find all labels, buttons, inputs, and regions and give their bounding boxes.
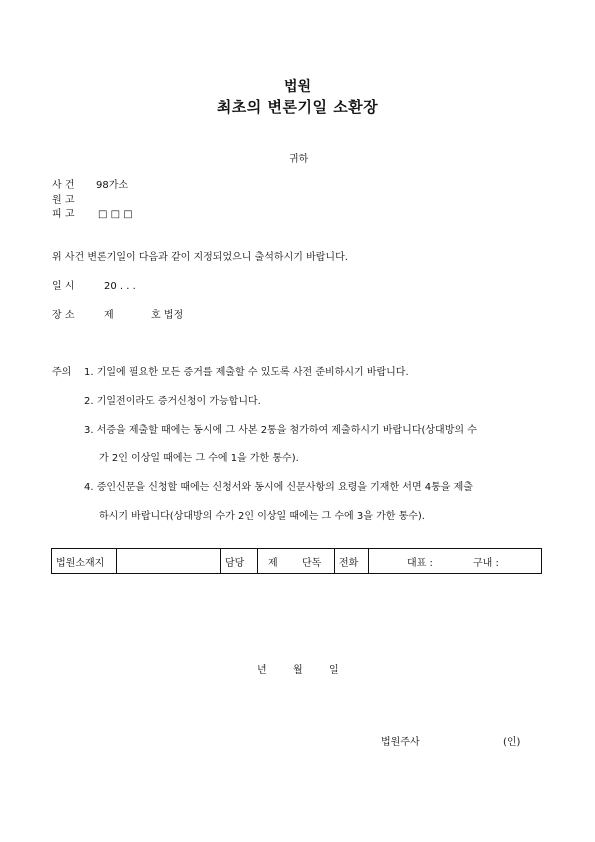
department-prefix: 제 <box>268 557 278 569</box>
phone-numbers-cell <box>369 549 542 574</box>
date-label: 일 시 <box>52 281 75 292</box>
plaintiff-row <box>52 191 75 206</box>
seal-mark: (인) <box>503 737 521 748</box>
address-label: 법원소재지 <box>52 549 117 574</box>
note-item: 2. 기일전이라도 증거신청이 가능합니다. <box>84 396 261 407</box>
address-value <box>117 549 221 574</box>
place-row <box>52 306 183 321</box>
manager-label: 담당 <box>221 549 258 574</box>
year-label: 년 <box>257 665 267 676</box>
place-label: 장 소 <box>52 310 75 321</box>
intro-text: 위 사건 변론기일이 다음과 같이 지정되었으니 출석하시기 바랍니다. <box>52 252 348 263</box>
day-label: 일 <box>329 665 339 676</box>
month-label: 월 <box>293 665 303 676</box>
court-title: 법원 <box>283 79 312 95</box>
phone-extension: 구내 : <box>473 557 499 569</box>
case-label: 사 건 <box>52 180 75 191</box>
department-suffix: 단독 <box>302 557 322 569</box>
phone-main: 대표 : <box>407 557 433 569</box>
date-line <box>257 661 339 676</box>
plaintiff-label: 원 고 <box>52 195 75 206</box>
notes-label: 주의 <box>52 367 72 378</box>
note-item: 1. 기일에 필요한 모든 증거를 제출할 수 있도록 사전 준비하시기 바랍니다. <box>84 367 409 378</box>
place-prefix: 제 <box>104 310 114 321</box>
note-item-continued: 하시기 바랍니다(상대방의 수가 2인 이상일 때에는 그 수에 3을 가한 통수). <box>99 511 425 522</box>
note-item: 4. 증인신문을 신청할 때에는 신청서와 동시에 신문사항의 요령을 기재한 서면 4통을 제출 <box>84 482 473 493</box>
court-info-table <box>51 548 542 574</box>
note-item-continued: 가 2인 이상일 때에는 그 수에 1을 가한 통수). <box>99 453 299 464</box>
recipient-label: 귀하 <box>289 154 309 165</box>
department-cell <box>258 549 335 574</box>
note-item: 3. 서증을 제출할 때에는 동시에 그 사본 2통을 첨가하여 제출하시기 바랍니다(상대방의 수 <box>84 425 477 436</box>
date-row <box>52 277 136 292</box>
defendant-value: □ □ □ <box>98 209 133 220</box>
table-row <box>52 549 542 574</box>
date-value: 20 . . . <box>104 281 136 292</box>
defendant-row <box>52 205 133 220</box>
place-suffix: 호 법정 <box>151 310 184 321</box>
signature-title: 법원주사 <box>381 737 420 748</box>
case-value: 98가소 <box>96 180 129 191</box>
case-row <box>52 176 128 191</box>
defendant-label: 피 고 <box>52 209 75 220</box>
document-title: 최초의 변론기일 소환장 <box>216 98 379 116</box>
phone-label: 전화 <box>335 549 369 574</box>
